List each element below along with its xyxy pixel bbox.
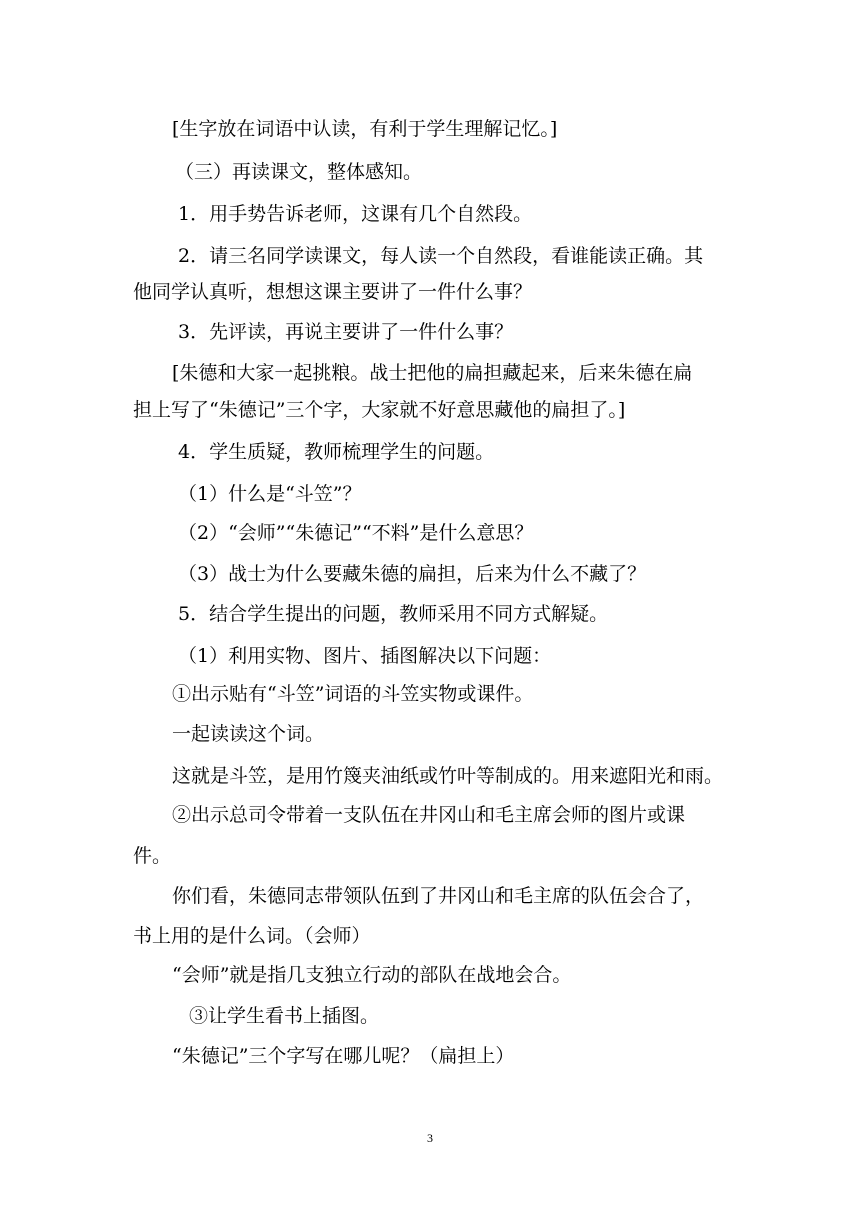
text-line: 一起读读这个词。 bbox=[172, 723, 325, 745]
text-line: 他同学认真听，想想这课主要讲了一件什么事？ bbox=[133, 281, 533, 303]
text-line: （2）“会师”“朱德记”“不料”是什么意思？ bbox=[178, 522, 534, 544]
text-line: 4．学生质疑，教师梳理学生的问题。 bbox=[178, 441, 495, 463]
text-line: [朱德和大家一起挑粮。战士把他的扁担藏起来，后来朱德在扁 bbox=[172, 362, 693, 384]
text-line: 书上用的是什么词。（会师） bbox=[133, 925, 371, 947]
text-line: 5．结合学生提出的问题，教师采用不同方式解疑。 bbox=[178, 603, 609, 625]
text-line: ②出示总司令带着一支队伍在井冈山和毛主席会师的图片或课 bbox=[172, 804, 686, 826]
text-line: 这就是斗笠，是用竹篾夹油纸或竹叶等制成的。用来遮阳光和雨。 bbox=[172, 765, 724, 787]
text-line: ①出示贴有“斗笠”词语的斗笠实物或课件。 bbox=[172, 683, 534, 705]
text-line: （1）什么是“斗笠”？ bbox=[178, 483, 362, 505]
text-line: 担上写了“朱德记”三个字，大家就不好意思藏他的扁担了。] bbox=[133, 399, 626, 421]
text-line: ③让学生看书上插图。 bbox=[189, 1005, 380, 1027]
text-line: “朱德记”三个字写在哪儿呢？（扁担上） bbox=[172, 1045, 515, 1067]
text-line: 件。 bbox=[133, 845, 172, 867]
text-line: “会师”就是指几支独立行动的部队在战地会合。 bbox=[172, 964, 572, 986]
text-line: （3）战士为什么要藏朱德的扁担，后来为什么不藏了？ bbox=[178, 563, 647, 585]
text-line: 你们看，朱德同志带领队伍到了井冈山和毛主席的队伍会合了， bbox=[172, 885, 705, 907]
text-line: 2．请三名同学读课文，每人读一个自然段，看谁能读正确。其 bbox=[178, 245, 704, 267]
section-heading: （三）再读课文，整体感知。 bbox=[175, 161, 423, 183]
page-number: 3 bbox=[427, 1131, 433, 1145]
text-line: 1．用手势告诉老师，这课有几个自然段。 bbox=[178, 203, 533, 225]
text-line: （1）利用实物、图片、插图解决以下问题： bbox=[178, 645, 552, 667]
text-line: 3．先评读，再说主要讲了一件什么事？ bbox=[178, 321, 514, 343]
text-line: [生字放在词语中认读，有利于学生理解记忆。] bbox=[172, 118, 558, 140]
